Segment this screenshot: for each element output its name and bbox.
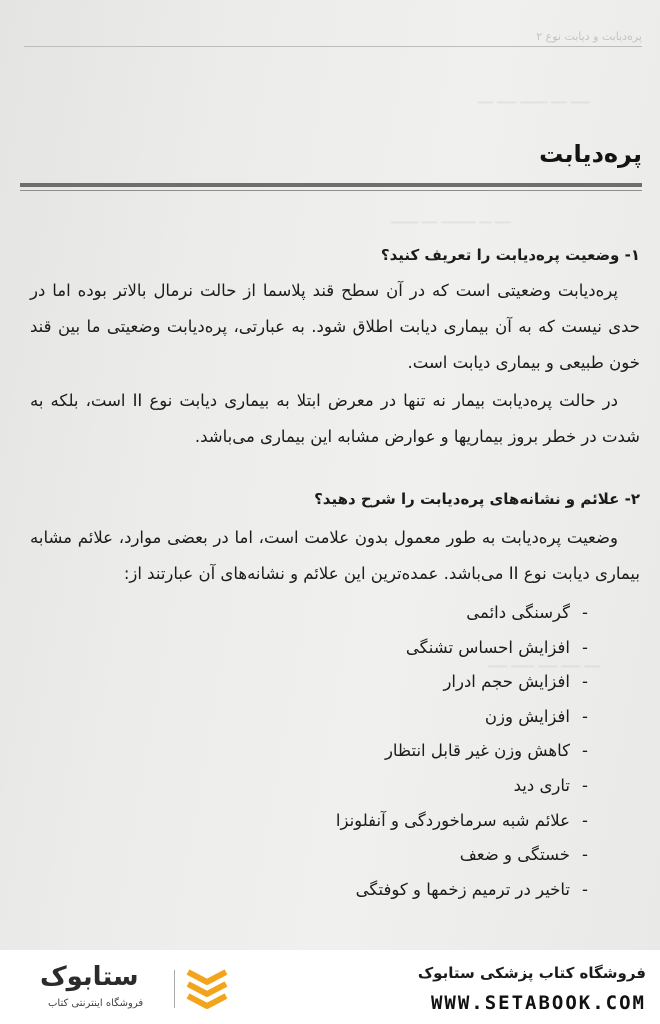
symptom-text: تاخیر در ترمیم زخمها و کوفتگی	[355, 879, 570, 899]
list-item	[336, 700, 588, 735]
symptom-text: افزایش حجم ادرار	[443, 672, 570, 692]
symptom-text: تاری دید	[513, 775, 570, 795]
symptom-text: علائم شبه سرماخوردگی و آنفلونزا	[335, 810, 570, 830]
question-1-paragraph-2: در حالت پره‌دیابت بیمار نه تنها در معرض ابتلا به بیماری دیابت نوع II است، بلکه به شدت در خطر بروز بیماریها و عوارض مشابه این بیماری می‌باشد.	[30, 391, 640, 446]
question-1-paragraph-1: پره‌دیابت وضعیتی است که در آن سطح قند پلاسما از حالت نرمال بالاتر بوده اما در حدی نیست که به آن بیماری دیابت اطلاق شود. به عبارتی، پره‌دیابت وضعیتی ما بین قند خون طبیعی و بیماری دیابت است.	[30, 281, 640, 372]
chevron-stack-icon	[184, 966, 230, 1010]
list-item	[336, 596, 588, 631]
running-head: پره‌دیابت و دیابت نوع ۲	[536, 30, 642, 43]
question-2-heading: ۲- علائم و نشانه‌های پره‌دیابت را شرح دهید؟	[314, 490, 640, 508]
symptom-text: کاهش وزن غیر قابل انتظار	[384, 741, 570, 761]
symptom-list	[336, 596, 588, 907]
footer-banner	[0, 950, 660, 1024]
title-rule	[20, 183, 642, 187]
list-dash: -	[582, 775, 588, 795]
show-through-text: ـــــــ ــــ ـــــــــ ـــ ــــ	[390, 212, 510, 227]
list-dash: -	[582, 845, 588, 865]
logo-tagline: فروشگاه اینترنتی کتاب	[48, 998, 144, 1009]
list-dash: -	[582, 810, 588, 830]
list-item	[336, 769, 588, 804]
question-1-heading: ۱- وضعیت پره‌دیابت را تعریف کنید؟	[380, 246, 640, 264]
shop-url-link[interactable]: WWW.SETABOOK.COM	[430, 992, 646, 1014]
symptom-text: افزایش وزن	[484, 706, 570, 726]
question-2-paragraph-1: وضعیت پره‌دیابت به طور معمول بدون علامت است، اما در بعضی موارد، علائم مشابه بیماری دیابت نوع II می‌باشد. عمده‌ترین این علائم و نشانه‌های آن عبارتند از:	[30, 528, 640, 583]
list-dash: -	[582, 603, 588, 622]
list-item	[336, 873, 588, 908]
list-dash: -	[582, 637, 588, 657]
symptom-text: گرسنگی دائمی	[466, 603, 570, 622]
symptom-text: خستگی و ضعف	[459, 845, 570, 865]
list-item	[336, 804, 588, 839]
show-through-text: ــــ ـــــ ـــــــ ــــ ـــــ	[478, 92, 590, 107]
symptom-text: افزایش احساس تشنگی	[405, 637, 570, 657]
header-rule	[24, 46, 642, 47]
page-title: پره‌دیابت	[539, 140, 642, 168]
setabook-logo[interactable]	[22, 962, 237, 1014]
list-item	[336, 838, 588, 873]
list-dash: -	[582, 706, 588, 726]
show-through-text: ـــــ ــــــ ـــــ ـــــ ــــ	[488, 656, 600, 671]
logo-divider	[174, 970, 175, 1008]
title-rule-thin	[20, 190, 642, 191]
list-item	[336, 665, 588, 700]
list-dash: -	[582, 672, 588, 692]
list-dash: -	[582, 879, 588, 899]
shop-name: فروشگاه کتاب پزشکی ستابوک	[417, 964, 646, 982]
list-item	[336, 631, 588, 666]
logo-wordmark: ستابوک	[40, 962, 139, 992]
list-item	[336, 734, 588, 769]
list-dash: -	[582, 741, 588, 761]
